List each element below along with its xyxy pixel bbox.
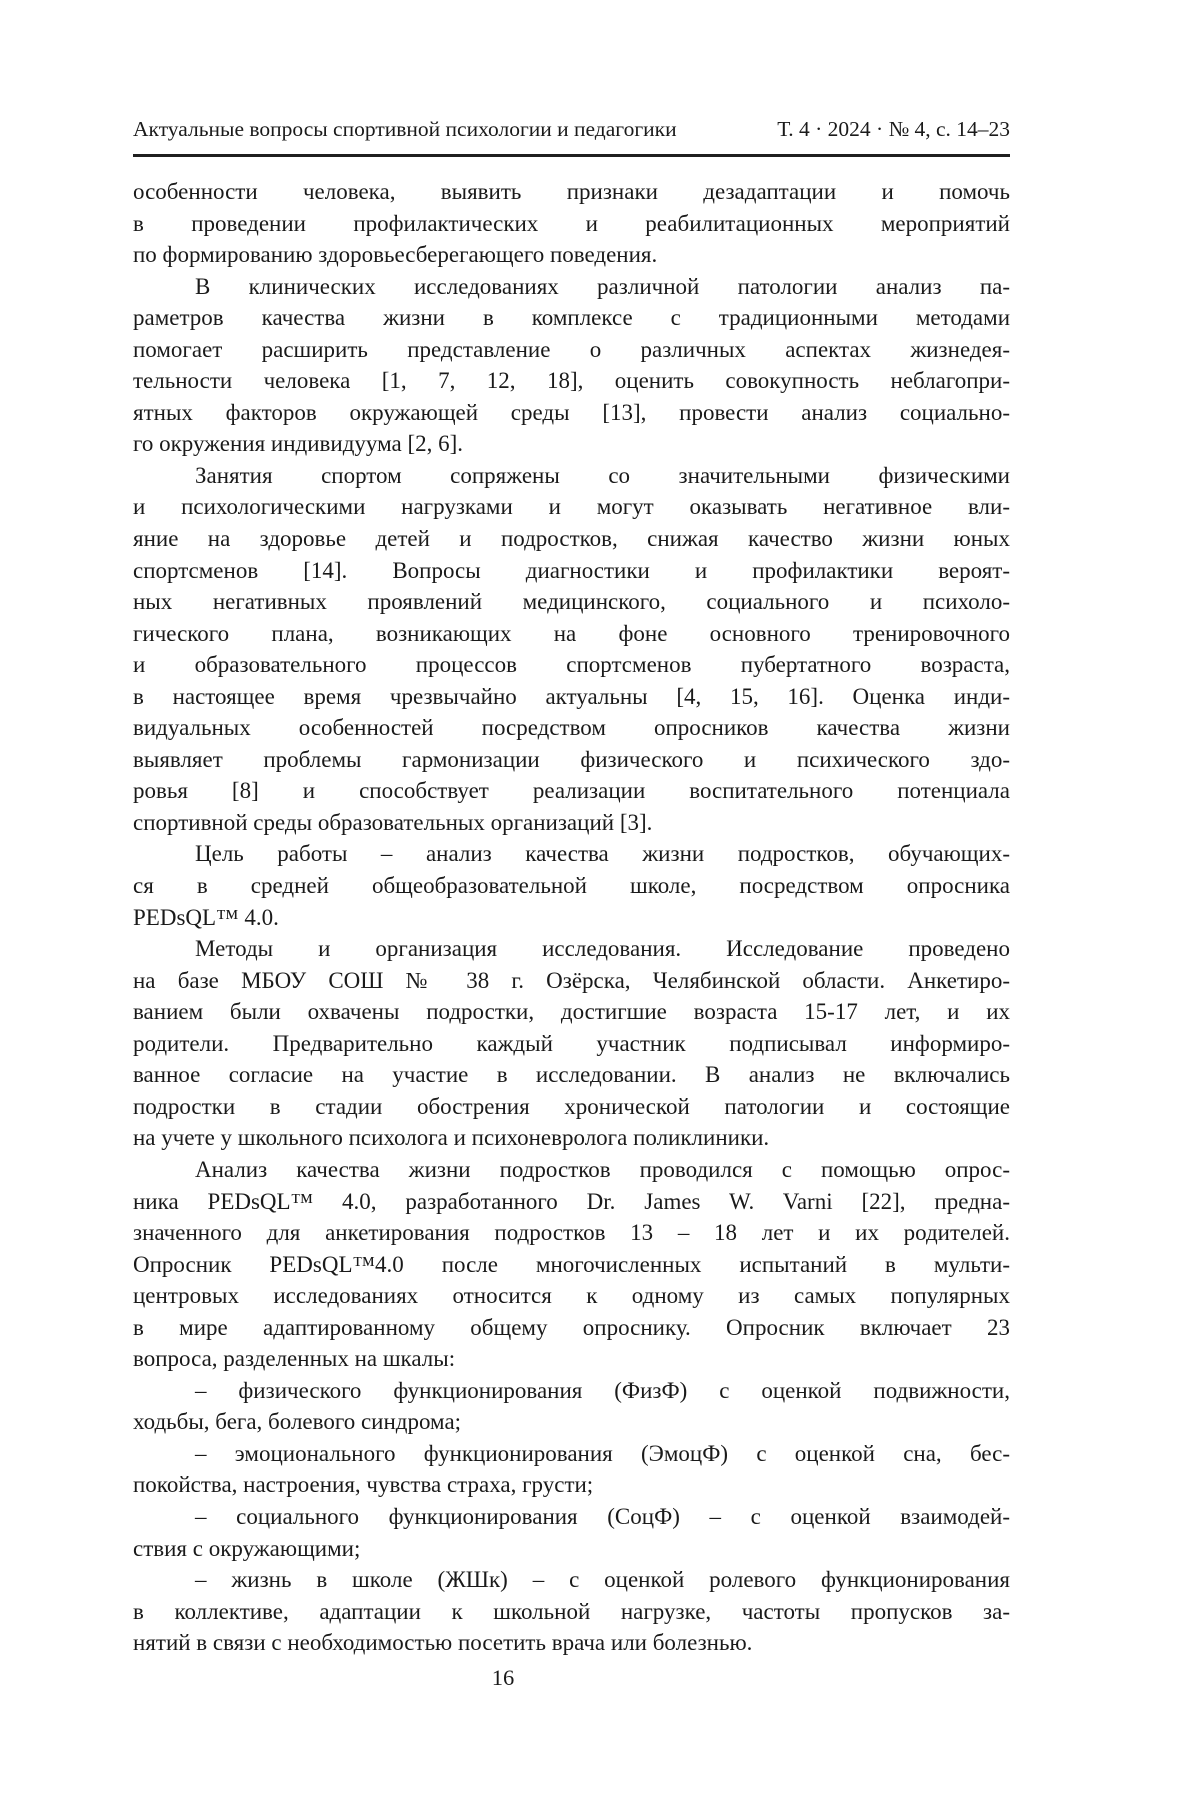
text-line: особенности человека, выявить признаки дезадаптации и помочь — [133, 179, 1010, 204]
text-line: и образовательного процессов спортсменов пубертатного возраста, — [133, 652, 1010, 678]
text-line: ровья [8] и способствует реализации воспитательного потенциала — [133, 778, 1010, 804]
page-number: 16 — [491, 1665, 515, 1690]
body-text — [133, 176, 1010, 1659]
text-line: в настоящее время чрезвычайно актуальны [4, 15, 16]. Оценка инди- — [133, 683, 1010, 709]
text-line: Анализ качества жизни подростков проводился с помощью опрос- — [195, 1156, 1010, 1182]
text-line: подростки в стадии обострения хронической патологии и состоящие — [133, 1093, 1010, 1119]
text-line: PEDsQL™ 4.0. — [133, 904, 279, 930]
text-line: – жизнь в школе (ЖШк) – с оценкой ролевого функционирования — [195, 1567, 1010, 1593]
paragraph — [133, 1564, 1010, 1659]
header-rule — [133, 154, 1010, 157]
text-line: значенного для анкетирования подростков 13 – 18 лет и их родителей. — [133, 1220, 1010, 1246]
text-line: видуальных особенностей посредством опросников качества жизни — [133, 715, 1010, 741]
paragraph — [133, 1375, 1010, 1438]
text-line: нятий в связи с необходимостью посетить врача или болезнью. — [133, 1630, 753, 1656]
paragraph — [133, 271, 1010, 460]
text-line: выявляет проблемы гармонизации физического и психического здо- — [133, 746, 1010, 772]
text-line: В клинических исследованиях различной патологии анализ па- — [195, 273, 1010, 299]
paragraph — [133, 1438, 1010, 1501]
text-line: яние на здоровье детей и подростков, снижая качество жизни юных — [133, 526, 1010, 552]
text-line: гического плана, возникающих на фоне основного тренировочного — [133, 620, 1010, 646]
text-line: Методы и организация исследования. Исследование проведено — [195, 936, 1010, 962]
running-header — [133, 116, 1010, 143]
text-line: центровых исследованиях относится к одному из самых популярных — [133, 1283, 1010, 1309]
text-line: – социального функционирования (СоцФ) – с оценкой взаимодей- — [195, 1503, 1010, 1529]
text-line: помогает расширить представление о различных аспектах жизнедея- — [133, 336, 1010, 362]
text-line: – эмоционального функционирования (ЭмоцФ) с оценкой сна, бес- — [195, 1440, 1010, 1466]
text-line: – физического функционирования (ФизФ) с оценкой подвижности, — [195, 1377, 1010, 1403]
text-line: спортсменов [14]. Вопросы диагностики и профилактики вероят- — [133, 557, 1010, 583]
text-column — [133, 116, 1010, 1659]
text-line: родители. Предварительно каждый участник подписывал информиро- — [133, 1030, 1010, 1056]
paragraph — [133, 1154, 1010, 1375]
text-line: раметров качества жизни в комплексе с традиционными методами — [133, 305, 1010, 331]
text-line: в коллективе, адаптации к школьной нагрузке, частоты пропусков за- — [133, 1598, 1010, 1624]
text-line: покойства, настроения, чувства страха, грусти; — [133, 1472, 594, 1498]
text-line: вопроса, разделенных на шкалы: — [133, 1346, 456, 1372]
text-line: по формированию здоровьесберегающего поведения. — [133, 242, 658, 268]
text-line: на учете у школьного психолога и психоневролога поликлиники. — [133, 1125, 770, 1151]
text-line: на базе МБОУ СОШ № 38 г. Озёрска, Челябинской области. Анкетиро- — [133, 967, 1010, 993]
text-line: и психологическими нагрузками и могут оказывать негативное вли- — [133, 494, 1010, 520]
text-line: в мире адаптированному общему опроснику. Опросник включает 23 — [133, 1314, 1010, 1340]
journal-title: Актуальные вопросы спортивной психологии и педагогики — [133, 117, 677, 141]
text-line: спортивной среды образовательных организаций [3]. — [133, 809, 653, 835]
text-line: в проведении профилактических и реабилитационных мероприятий — [133, 210, 1010, 236]
text-line: Занятия спортом сопряжены со значительными физическими — [195, 462, 1010, 488]
paragraph — [133, 1501, 1010, 1564]
text-line: го окружения индивидуума [2, 6]. — [133, 431, 464, 457]
text-line: ника PEDsQL™ 4.0, разработанного Dr. James W. Varni [22], предна- — [133, 1188, 1010, 1214]
text-line: ванием были охвачены подростки, достигшие возраста 15-17 лет, и их — [133, 999, 1010, 1025]
text-line: ных негативных проявлений медицинского, социального и психоло- — [133, 589, 1010, 615]
text-line: ванное согласие на участие в исследовании. В анализ не включались — [133, 1062, 1010, 1088]
text-line: Цель работы – анализ качества жизни подростков, обучающих- — [195, 841, 1010, 867]
text-line: тельности человека [1, 7, 12, 18], оценить совокупность неблагопри- — [133, 368, 1010, 394]
paragraph — [133, 933, 1010, 1154]
text-line: ствия с окружающими; — [133, 1535, 361, 1561]
text-line: ятных факторов окружающей среды [13], провести анализ социально- — [133, 399, 1010, 425]
paragraph — [133, 460, 1010, 839]
text-line: ходьбы, бега, болевого синдрома; — [133, 1409, 462, 1435]
paragraph — [133, 176, 1010, 271]
text-line: ся в средней общеобразовательной школе, посредством опросника — [133, 873, 1010, 899]
paragraph — [133, 838, 1010, 933]
issue-info: Т. 4 · 2024 · № 4, с. 14–23 — [777, 117, 1010, 141]
text-line: Опросник PEDsQL™4.0 после многочисленных испытаний в мульти- — [133, 1251, 1010, 1277]
